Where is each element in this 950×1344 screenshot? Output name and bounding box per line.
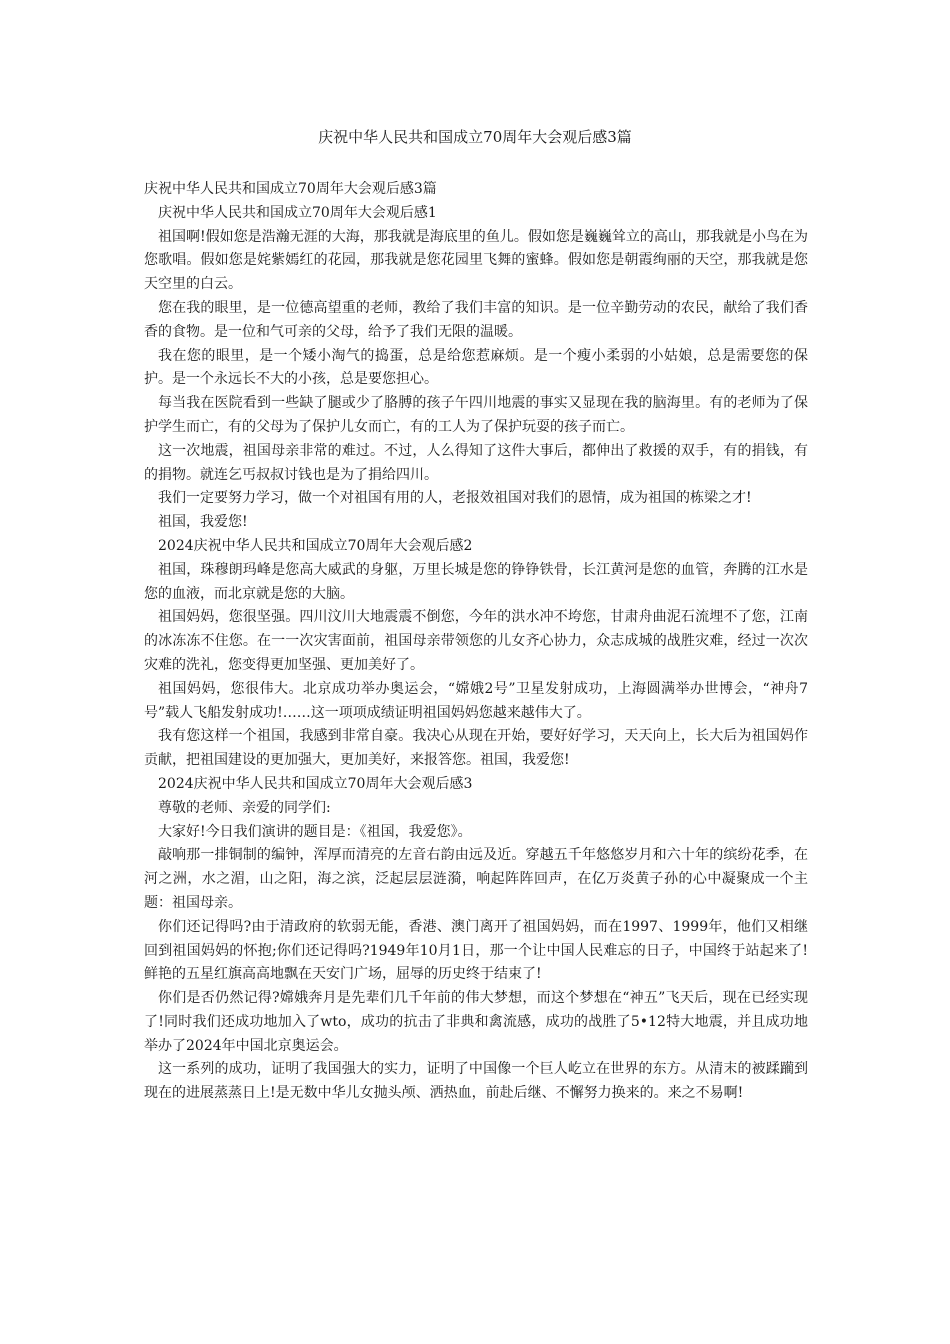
paragraph: 大家好!今日我们演讲的题目是：《祖国，我爱您》。 [158, 823, 472, 840]
paragraph: 我们一定要努力学习，做一个对祖国有用的人，老报效祖国对我们的恩情，成为祖国的栋梁之才! [158, 490, 752, 507]
paragraph: 祖国妈妈，您很伟大。北京成功举办奥运会，“嫦娥2号”卫星发射成功，上海圆满举办世博会，“神舟7号”载人飞船发射成功!……这一项项成绩证明祖国妈妈您越来越伟大了。 [144, 680, 808, 721]
page-title: 庆祝中华人民共和国成立70周年大会观后感3篇 [318, 128, 632, 146]
paragraph: 尊敬的老师、亲爱的同学们: [158, 799, 331, 816]
paragraph: 这一次地震，祖国母亲非常的难过。不过，人么得知了这件大事后，都伸出了救援的双手，有的捐钱，有的捐物。就连乞丐叔叔讨钱也是为了捐给四川。 [144, 442, 808, 483]
paragraph: 祖国妈妈，您很坚强。四川汶川大地震震不倒您，今年的洪水冲不垮您，甘肃舟曲泥石流埋不了您，江南的冰冻冻不住您。在一一次灾害面前，祖国母亲带领您的儿女齐心协力，众志成城的战胜灾难，经过一次次灾难的洗礼，您变得更加坚强、更加美好了。 [144, 609, 808, 673]
paragraph: 你们是否仍然记得?嫦娥奔月是先辈们几千年前的伟大梦想，而这个梦想在“神五”飞天后，现在已经实现了!同时我们还成功地加入了wto，成功的抗击了非典和禽流感，成功的战胜了5•12特大地震，并且成功地举办了2024年中国北京奥运会。 [144, 990, 808, 1054]
paragraph: 你们还记得吗?由于清政府的软弱无能，香港、澳门离开了祖国妈妈，而在1997、1999年，他们又相继回到祖国妈妈的怀抱;你们还记得吗?1949年10月1日，那一个让中国人民难忘的日子，中国终于站起来了!鲜艳的五星红旗高高地飘在天安门广场，屈辱的历史终于结束了! [144, 918, 808, 983]
paragraph: 这一系列的成功，证明了我国强大的实力，证明了中国像一个巨人屹立在世界的东方。从清末的被蹂躏到现在的进展蒸蒸日上!是无数中华儿女抛头颅、洒热血，前赴后继、不懈努力换来的。来之不易啊! [144, 1061, 808, 1102]
paragraph: 祖国啊!假如您是浩瀚无涯的大海，那我就是海底里的鱼儿。假如您是巍巍耸立的高山，那我就是小鸟在为您歌唱。假如您是姹紫嫣红的花园，那我就是您花园里飞舞的蜜蜂。假如您是朝霞绚丽的天空，那我就是您天空里的白云。 [144, 228, 808, 293]
paragraph: 我在您的眼里，是一个矮小淘气的捣蛋，总是给您惹麻烦。是一个瘦小柔弱的小姑娘，总是需要您的保护。是一个永远长不大的小孩，总是要您担心。 [144, 347, 808, 388]
document-body [144, 178, 808, 1106]
document-heading: 庆祝中华人民共和国成立70周年大会观后感3篇 [144, 181, 437, 197]
paragraph: 敲响那一排铜制的编钟，浑厚而清亮的左音右韵由远及近。穿越五千年悠悠岁月和六十年的缤纷花季，在河之洲，水之湄，山之阳，海之滨，泛起层层涟漪，响起阵阵回声，在亿万炎黄子孙的心中凝聚成一个主题：祖国母亲。 [144, 847, 808, 911]
section-heading-3: 2024庆祝中华人民共和国成立70周年大会观后感3 [158, 775, 473, 792]
paragraph: 我有您这样一个祖国，我感到非常自豪。我决心从现在开始，要好好学习，天天向上，长大后为祖国妈作贡献，把祖国建设的更加强大，更加美好，来报答您。祖国，我爱您! [144, 728, 808, 769]
paragraph: 每当我在医院看到一些缺了腿或少了胳膊的孩子午四川地震的事实又显现在我的脑海里。有的老师为了保护学生而亡，有的父母为了保护儿女而亡，有的工人为了保护玩耍的孩子而亡。 [144, 395, 808, 435]
paragraph: 您在我的眼里，是一位德高望重的老师，教给了我们丰富的知识。是一位辛勤劳动的农民，献给了我们香香的食物。是一位和气可亲的父母，给予了我们无限的温暖。 [144, 299, 808, 340]
paragraph: 祖国，珠穆朗玛峰是您高大威武的身躯，万里长城是您的铮铮铁骨，长江黄河是您的血管，奔腾的江水是您的血液，而北京就是您的大脑。 [144, 561, 808, 602]
section-heading-1: 庆祝中华人民共和国成立70周年大会观后感1 [158, 204, 437, 221]
section-heading-2: 2024庆祝中华人民共和国成立70周年大会观后感2 [158, 537, 473, 554]
paragraph: 祖国，我爱您! [158, 514, 248, 531]
